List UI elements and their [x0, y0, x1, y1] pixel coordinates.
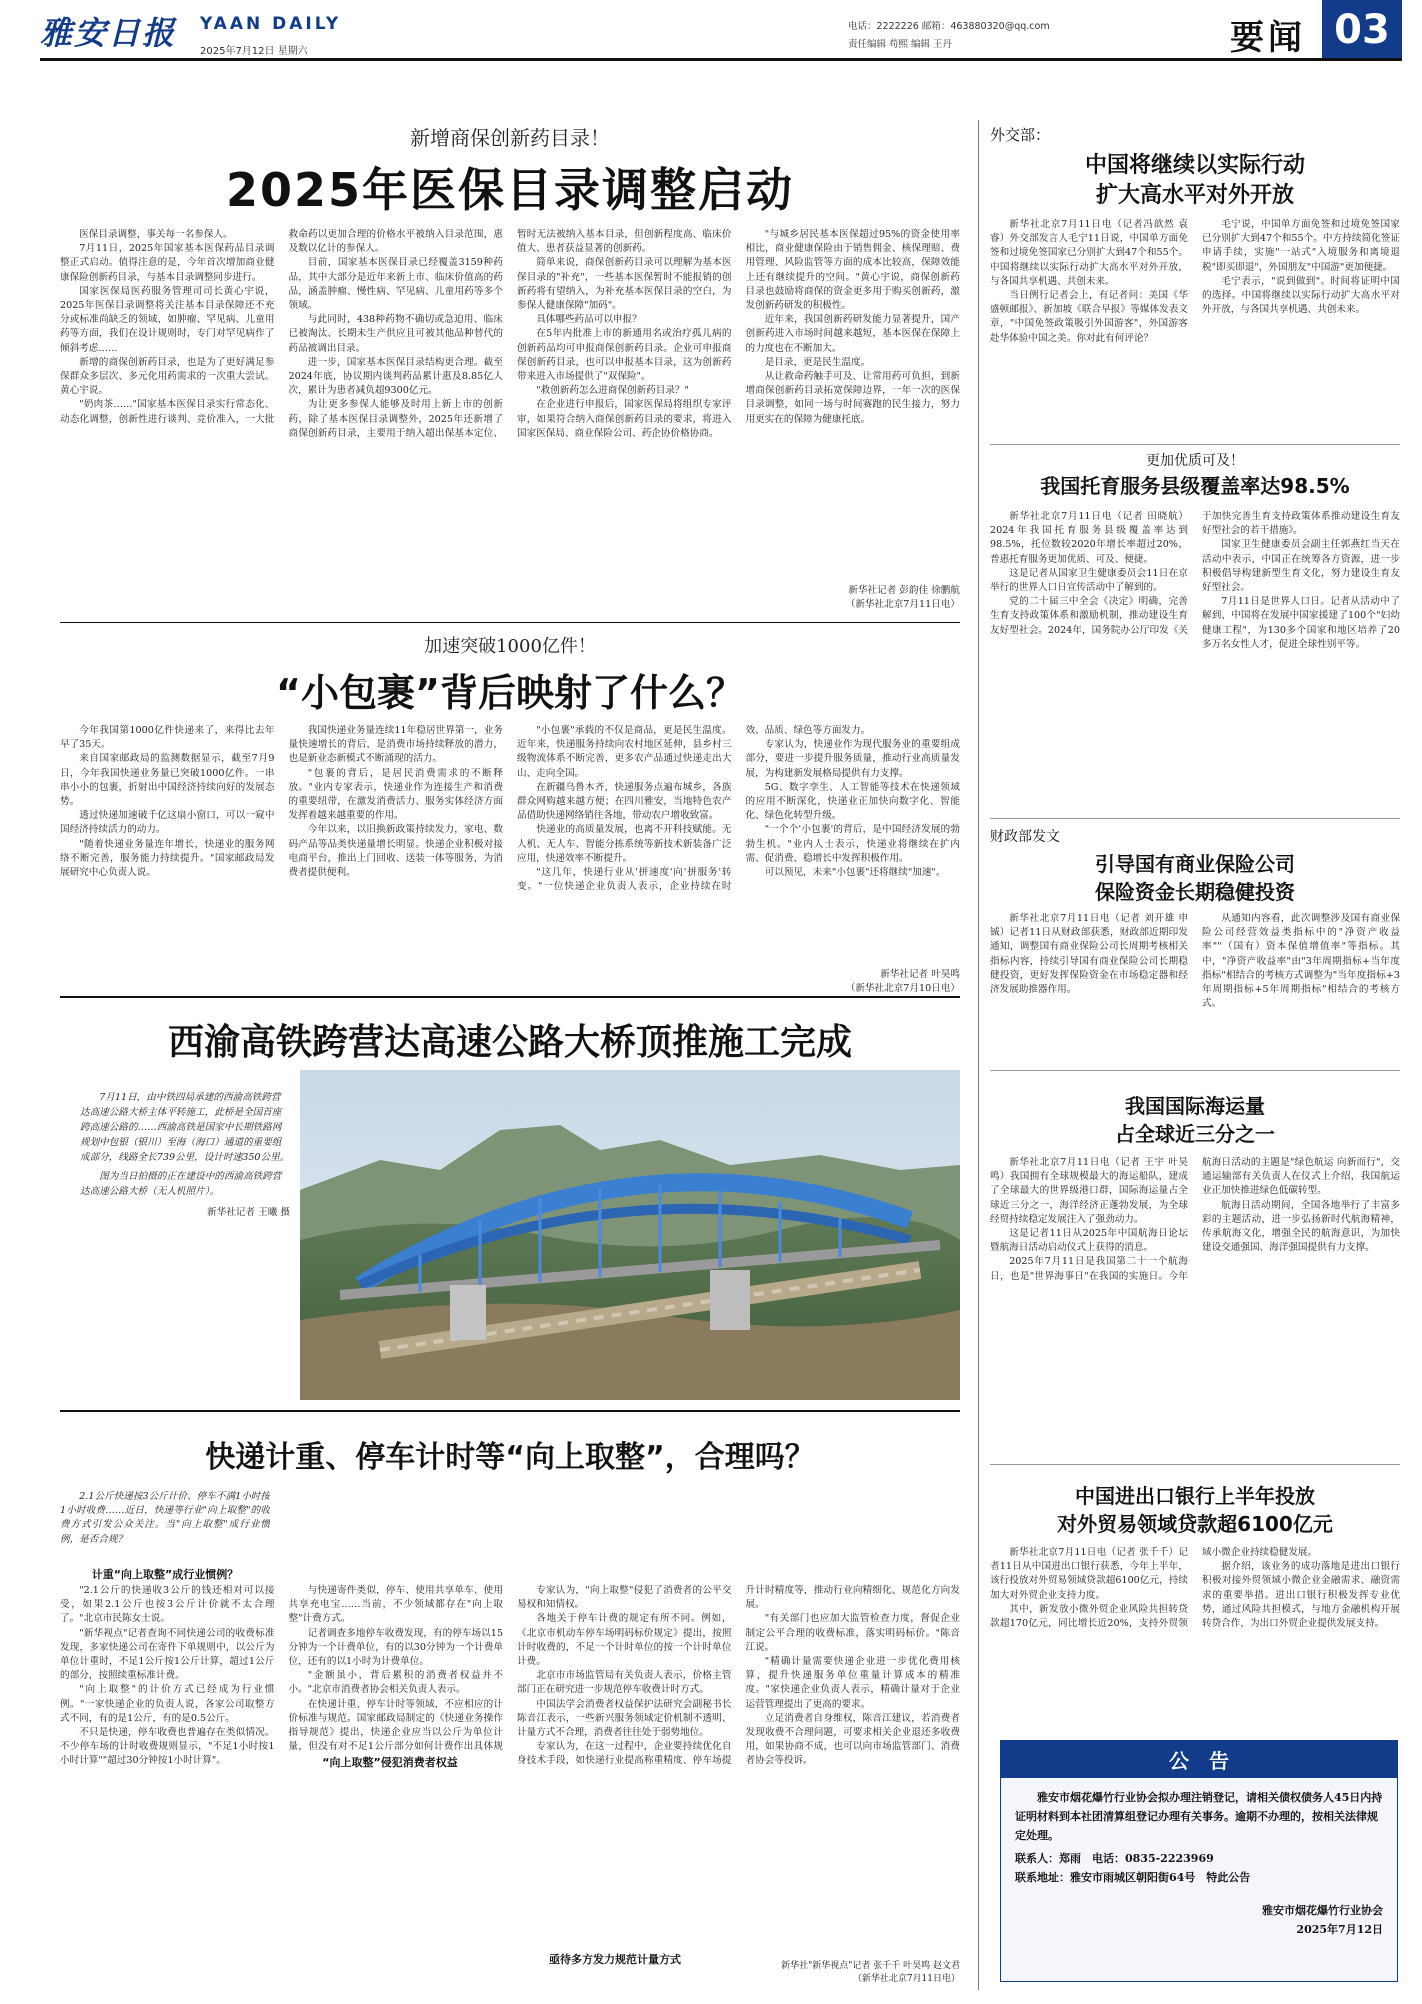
a3-paragraph: "有关部门也应加大监管检查力度，督促企业制定公平合理的收费标准，落实明码标价。"陈音江说。: [745, 1613, 960, 1653]
a1-signoff: 新华社记者 彭韵佳 徐鹏航 （新华社北京7月11日电）: [845, 585, 960, 610]
a3-sub3: 亟待多方发力规范计量方式: [510, 1951, 720, 1967]
divider: [990, 1070, 1400, 1071]
r4-title2: 占全球近三分之一: [1115, 1122, 1275, 1146]
a1-paragraph: 在5年内批准上市的新通用名或治疗孤儿病的创新药品均可申报商保创新药目录。企业可申报商保创新药目录，也可以申报基本目录，这为创新药带来进入市场提供了"双保险"。: [517, 328, 732, 383]
photo-bottom-rule: [60, 1410, 960, 1412]
r4-paragraph: 这是记者11日从2025年中国航海日论坛暨航海日活动启动仪式上获得的消息。: [990, 1228, 1188, 1254]
a2-paragraph: 我国快递业务量连续11年稳居世界第一，业务量快速增长的背后，是消费市场持续释放的潜力，也是新业态新模式不断涌现的活力。: [288, 725, 503, 765]
r5-paragraph: 据介绍，该业务的成功落地是进出口银行积极对接外贸领域小微企业金融需求、融资需求的重要举措。进出口银行积极发挥专业优势，通过风险共担模式，与地方金融机构开展转贷合作，为出口外贸企业提供发展支持。: [1202, 1561, 1400, 1630]
a3-paragraph: 与快递寄件类似，停车、使用共享单车、使用共享充电宝……当前，不少领域都存在"向上取整"计费方式。: [288, 1585, 503, 1625]
r2-kicker: 更加优质可及！: [1146, 453, 1244, 469]
column-separator: [978, 120, 979, 1990]
r3-title1: 引导国有商业保险公司: [1095, 852, 1295, 876]
divider: [990, 444, 1400, 445]
r3-paragraph: 从通知内容看，此次调整涉及国有商业保险公司经营效益类指标中的"净资产收益率""（国有）资本保值增值率"等指标。其中，"净资产收益率"由"3年周期指标+当年度指标"相结合的考核方式调整为"当年度指标+3年周期指标+5年周期指标"相结合的考核方式。: [1202, 913, 1400, 1010]
photo-title: 西渝高铁跨营达高速公路大桥顶推施工完成: [167, 1022, 852, 1063]
r2-paragraph: 新华社北京7月11日电（记者 田晓航）2024年我国托育服务县级覆盖率达到98.5%，托位数较2020年增长率超过20%，普惠托育服务更加优质、可及、便捷。: [990, 511, 1188, 565]
r1-paragraph: 毛宁说，中国单方面免签和过境免签国家已分别扩大到47个和55个。中方持续简化签证申请手续，实施"一站式"入境服务和离境退税"即买即退"，外国朋友"中国游"更加便捷。: [1202, 219, 1400, 273]
a3-paragraph: 北京市市场监管局有关负责人表示，价格主管部门正在研究进一步规范停车收费计时方式。: [517, 1670, 732, 1696]
a2-paragraph: 在新疆乌鲁木齐，快递服务点遍布城乡，各族群众网购越来越方便；在四川雅安，当地特色农产品借助快递网络销往各地，带动农户增收致富。: [517, 781, 732, 822]
a1-kicker: 新增商保创新药目录！: [410, 126, 610, 150]
notice-contact1: 联系人：郑雨 电话：0835-2223969: [1015, 1852, 1214, 1865]
r4-title1: 我国国际海运量: [1125, 1094, 1265, 1118]
photo-credit: 新华社记者 王曦 摄: [207, 1207, 290, 1218]
a3-paragraph: "向上取整"的计价方式已经成为行业惯例。"一家快递企业的负责人说，各家公司取整方式不同，有的是1公斤，有的是0.5公斤。: [60, 1684, 275, 1724]
a1-body: [60, 228, 960, 588]
a1-paragraph: 新增的商保创新药目录，也是为了更好满足参保群众多层次、多元化用药需求的一次重大尝试。黄心宇说。: [60, 356, 275, 397]
a3-intro-text: 2.1公斤快递按3公斤计价、停车不满1小时按1小时收费……近日，快递等行业"向上取整"的收费方式引发公众关注。当"向上取整"成行业惯例，是否合规？: [60, 1491, 270, 1545]
a1-paragraph: 近年来，我国创新药研发能力显著提升，国产创新药进入市场时间越来越短，基本医保在保障上的力度也在不断加大。: [745, 314, 960, 354]
r1-label: 外交部：: [990, 126, 1051, 144]
a3-paragraph: 不只是快递，停车收费也普遍存在类似情况。不少停车场的计时收费规则显示，"不足1小时按1小时计算""超过30分钟按1小时计算"。: [60, 1727, 275, 1767]
a1-paragraph: "救创新药怎么进商保创新药目录？": [536, 385, 689, 397]
divider: [60, 622, 960, 623]
r2-paragraph: 这是记者从国家卫生健康委员会11日在京举行的世界人口日宣传活动中了解到的。: [990, 567, 1188, 594]
r1-title1: 中国将继续以实际行动: [1084, 153, 1305, 178]
a2-paragraph: "包裹的背后，是居民消费需求的不断释放。"业内专家表示，快递业作为连接生产和消费的重要纽带，在激发消费活力、服务实体经济方面发挥着越来越重要的作用。: [288, 767, 503, 822]
a1-paragraph: 具体哪些药品可以申报？: [536, 314, 642, 326]
r5-title2: 对外贸易领域贷款超6100亿元: [1057, 1512, 1333, 1536]
a1-paragraph: 医保目录调整，事关每一名参保人。: [79, 229, 233, 240]
a2-paragraph: "随着快递业务量连年增长，快递业的服务网络不断完善，服务能力持续提升。"国家邮政局发展研究中心负责人说。: [60, 838, 275, 879]
a1-paragraph: 在企业进行申报后，国家医保局将组织专家评审，如果符合纳入商保创新药目录的要求，将进入国家医保局、商业保险公司、药企协价格协商。: [517, 399, 732, 439]
a1-paragraph: 进一步，国家基本医保目录结构更合理。截至2024年底，协议期内谈判药品累计惠及8.85亿人次，累计为患者减负超9300亿元。: [288, 356, 503, 397]
bridge-photo: [300, 1070, 960, 1400]
r4-paragraph: 新华社北京7月11日电（记者 王宇 叶昊鸣）我国拥有全球规模最大的海运船队，建成了全球最大的世界级港口群，国际海运量占全球近三分之一，海洋经济正蓬勃发展，为全球经贸持续稳定发展注入了强劲动力。: [990, 1157, 1188, 1225]
r3-paragraph: 新华社北京7月11日电（记者 刘开雄 申铖）记者11日从财政部获悉，财政部近期印发通知，调整国有商业保险公司长周期考核相关指标内容，持续引导国有商业保险公司长期稳健投资，更好发挥保险资金在市场稳定器和经济发展助推器作用。: [990, 913, 1188, 996]
a3-paragraph: "2.1公斤的快递收3公斤的钱还相对可以接受，如果2.1公斤也按3公斤计价就不太合理了。"北京市民陈女士说。: [60, 1585, 275, 1625]
a2-paragraph: "一个个'小包裹'的背后，是中国经济发展的勃勃生机。"业内人士表示，快递业将继续在扩内需、促消费、稳增长中发挥积极作用。: [745, 824, 960, 864]
a3-paragraph: 记者调查多地停车收费发现，有的停车场以15分钟为一个计费单位，有的以30分钟为一个计费单位，还有的以1小时为计费单位。: [288, 1627, 503, 1668]
a1-paragraph: 与此同时，438种药物不确切或急迫用、临床已被淘汰、长期未生产供应且可被其他品种替代的药品被调出目录。: [288, 314, 503, 354]
r2-body: [990, 510, 1400, 810]
r5-paragraph: 新华社北京7月11日电（记者 张千千）记者11日从中国进出口银行获悉，今年上半年，该行投放对外贸易领域贷款超6100亿元，持续加大对外贸企业支持力度。: [990, 1547, 1188, 1601]
notice-title: 公 告: [1001, 1741, 1397, 1778]
a3-paragraph: 中国法学会消费者权益保护法研究会副秘书长陈音江表示，一些新兴服务领域定价机制不透明、计量方式不合理，消费者往往处于弱势地位。: [517, 1698, 732, 1739]
r2-title: 我国托育服务县级覆盖率达98.5%: [1040, 474, 1350, 498]
a2-paragraph: 今年我国第1000亿件快递来了，来得比去年早了35天。: [60, 725, 275, 751]
notice-box: [1000, 1740, 1398, 1982]
r4-paragraph: 航海日活动期间，全国各地举行了丰富多彩的主题活动，进一步弘扬新时代航海精神，传承航海文化，增强全民的航海意识，为加快建设交通强国、海洋强国提供有力支撑。: [1202, 1199, 1400, 1254]
notice-org: 雅安市烟花爆竹行业协会: [1262, 1904, 1383, 1917]
notice-contact2: 联系地址：雅安市雨城区朝阳街64号 特此公告: [1015, 1871, 1251, 1884]
r1-paragraph: 毛宁表示，"说到做到"。时间将证明中国的选择。中国将继续以实际行动扩大高水平对外开放，与各国共享机遇、共创未来。: [1202, 275, 1400, 316]
a1-paragraph: "与城乡居民基本医保超过95%的资金使用率相比，商业健康保险由于销售佣金、核保理赔、费用管理、风险监管等方面的成本比较高，保障效能上还有继续提升的空间。"黄心宇说，商保创新药目录也鼓励将商保的资金更多用于购买创新药，激发创新药研发的积极性。: [745, 229, 960, 312]
a2-kicker: 加速突破1000亿件！: [424, 636, 596, 657]
a1-title: 2025年医保目录调整启动: [225, 163, 795, 217]
photo-top-rule: [60, 996, 960, 998]
a3-sub2: “向上取整”侵犯消费者权益: [285, 1754, 495, 1770]
a2-paragraph: 今年以来，以旧换新政策持续发力，家电、数码产品等品类快递量增长明显。快递企业积极对接电商平台，推出上门回收、送装一体等服务，为消费者提供便利。: [288, 824, 503, 879]
a2-paragraph: 快递业的高质量发展，也离不开科技赋能。无人机、无人车、智能分拣系统等新技术新装备广泛应用，快递效率不断提升。: [517, 824, 732, 864]
a2-paragraph: 来自国家邮政局的监测数据显示，截至7月9日，今年我国快递业务量已突破1000亿件。一串串小小的包裹，折射出中国经济持续向好的发展态势。: [60, 753, 275, 808]
section-name: 要闻: [1230, 18, 1306, 58]
a1-paragraph: 目前，国家基本医保目录已经覆盖3159种药品，其中大部分是近年来新上市、临床价值高的药品，涵盖肿瘤、慢性病、罕见病、儿童用药等多个领域。: [288, 257, 503, 312]
a1-paragraph: 国家医保局医药服务管理司司长黄心宇说，2025年医保目录调整将关注基本目录保障还不充分或标准尚缺乏的领域，如肿瘤、罕见病、儿童用药等方面，我们在设计规则时，专门对罕见病作了倾斜考虑……: [60, 285, 275, 354]
a2-body: [60, 724, 960, 992]
a1-paragraph: 简单来说，商保创新药目录可以理解为基本医保目录的"补充"，一些基本医保暂时不能报销的创新药将有望纳入，为补充基本医保目录的空白，为参保人健康保障"加码"。: [517, 257, 732, 312]
r5-body: [990, 1546, 1400, 1726]
a2-paragraph: 透过快递加速破千亿这扇小窗口，可以一窥中国经济持续活力的动力。: [60, 810, 275, 836]
r4-paragraph: 2025年7月11日是我国第二十一个航海日，也是"世界海事日"在我国的实施日。今年航海日活动的主题是"绿色航运 向新而行"，交通运输部有关负责人在仪式上介绍，我国航运业正加快推进绿色低碳转型。: [990, 1157, 1400, 1282]
contact-line: 电话：2222226 邮箱：463880320@qq.com: [848, 21, 1050, 32]
divider: [990, 1464, 1400, 1465]
a2-title: “小包裹”背后映射了什么？: [276, 671, 744, 715]
photo-caption-text2: 图为当日拍摄的正在建设中的西渝高铁跨营达高速公路大桥（无人机照片）。: [80, 1171, 282, 1197]
a1-paragraph: 7月11日，2025年国家基本医保药品目录调整正式启动。值得注意的是，今年首次增加商业健康保险创新药目录，与基本目录调整同步进行。: [60, 243, 275, 283]
r1-paragraph: 当日例行记者会上，有记者问：美国《华盛顿邮报》、新加坡《联合早报》等媒体发表文章，"中国免签政策吸引外国游客"，外国游客赴华体验中国之美。你对此有何评论？: [990, 290, 1188, 344]
r1-body: [990, 218, 1400, 438]
r3-label: 财政部发文: [990, 829, 1060, 845]
a2-paragraph: 专家认为，快递业作为现代服务业的重要组成部分，要进一步提升服务质量，推动行业高质量发展，为构建新发展格局提供有力支撑。: [745, 739, 960, 779]
a3-signoff: 新华社"新华视点"记者 张千千 叶昊鸣 赵文君 （新华社北京7月11日电）: [781, 1961, 960, 1984]
notice-body: 雅安市烟花爆竹行业协会拟办理注销登记，请相关债权债务人45日内持证明材料到本社团清算组登记办理有关事务。逾期不办理的，按相关法律规定处理。: [1015, 1791, 1383, 1842]
r1-paragraph: 新华社北京7月11日电（记者冯歆然 袁睿）外交部发言人毛宁11日说，中国单方面免签和过境免签国家已分别扩大到47个和55个。中国将继续以实际行动扩大高水平对外开放，与各国共享机遇、共创未来。: [990, 219, 1188, 287]
a1-paragraph: "奶肉茶……"国家基本医保目录实行常态化、动态化调整，创新性进行谈判、竞价准入，一大批救命药以更加合理的价格水平被纳入目录范围，惠及数以亿计的参保人。: [60, 229, 503, 425]
a3-title: 快递计重、停车计时等“向上取整”，合理吗？: [205, 1440, 815, 1475]
a1-paragraph: 为让更多参保人能够及时用上新上市的创新药，除了基本医保目录调整外，2025年还新增了商保创新药目录，主要用于纳入超出保基本定位、暂时无法被纳入基本目录，但创新程度高、临床价值大、患者获益显著的创新药。: [288, 229, 732, 439]
r3-title2: 保险资金长期稳健投资: [1095, 880, 1295, 904]
a3-paragraph: 各地关于停车计费的规定有所不同。例如，《北京市机动车停车场明码标价规定》提出，按照计时收费的，不足一个计时单位的按一个计时单位计费。: [517, 1613, 732, 1668]
r2-paragraph: 党的二十届三中全会《决定》明确，完善生育支持政策体系和激励机制，推动建设生育友好型社会。2024年，国务院办公厅印发《关于加快完善生育支持政策体系推动建设生育友好型社会的若干措施》。: [990, 511, 1400, 636]
masthead-logo: 雅安日报: [40, 14, 177, 52]
editors-line: 责任编辑 苟熙 编辑 王丹: [848, 39, 953, 50]
a3-paragraph: "精确计量需要快递企业进一步优化费用核算，提升快递服务单位重量计算成本的精准度。"家快递企业负责人表示，精确计量对于企业运营管理提出了更高的要求。: [745, 1656, 960, 1710]
r1-title2: 扩大高水平对外开放: [1095, 183, 1294, 208]
r4-body: [990, 1156, 1400, 1456]
page-number: 03: [1322, 0, 1402, 60]
r3-body: [990, 912, 1400, 1062]
a3-body: [60, 1584, 960, 1966]
header-rule: [40, 58, 1402, 61]
date-line: 2025年7月12日 星期六: [200, 46, 308, 57]
divider: [990, 818, 1400, 819]
a3-paragraph: "新华视点"记者查询不同快递公司的收费标准发现，多家快递公司在寄件下单规则中，以公斤为单位计重时，不足1公斤按1公斤计算，超过1公斤的部分，按照续重标准计费。: [60, 1627, 275, 1682]
a3-paragraph: "金额虽小，背后累积的消费者权益并不小。"北京市消费者协会相关负责人表示。: [288, 1670, 503, 1696]
a2-paragraph: 5G、数字孪生、人工智能等技术在快递领域的应用不断深化，快递业正加快向数字化、智能化、绿色化转型升级。: [745, 781, 960, 822]
a3-sub1: 计重“向上取整”成行业惯例？: [91, 1568, 239, 1581]
r5-paragraph: 其中，新发放小微外贸企业风险共担转贷款超170亿元，同比增长近20%，支持外贸领域小微企业持续稳健发展。: [990, 1547, 1318, 1630]
photo-caption: [80, 1090, 290, 1220]
a3-paragraph: 专家认为，在这一过程中，企业要持续优化自身技术手段，如快递行业提高称重精度、停车场提升计时精度等，推动行业向精细化、规范化方向发展。: [517, 1585, 960, 1767]
a3-paragraph: 专家认为，"向上取整"侵犯了消费者的公平交易权和知情权。: [517, 1585, 732, 1611]
photo-caption-text: 7月11日，由中铁四局承建的西渝高铁跨营达高速公路大桥主体平转施工，此桥是全国首座跨高速公路的……西渝高铁是国家中长期铁路网规划中包银（银川）至海（海口）通道的重要组成部分，线路全长739公里，设计时速350公里。: [80, 1092, 290, 1163]
a3-paragraph: 立足消费者自身维权，陈音江建议，若消费者发现收费不合理问题，可要求相关企业退还多收费用，如果协商不成，也可以向市场监管部门、消费者协会等投诉。: [745, 1712, 960, 1767]
a3-paragraph: 在快递计重、停车计时等领域，不应相应的计价标准与规范。国家邮政局制定的《快递业务操作指导规范》提出，快递企业应当以公斤为单位计量，但没有对不足1公斤部分如何计费作出具体规: [288, 1698, 503, 1753]
r2-paragraph: 国家卫生健康委员会副主任郭燕红当天在活动中表示，中国正在统筹各方资源，进一步积极倡导构建新型生育文化，努力建设生育友好型社会。: [1202, 539, 1400, 594]
a2-paragraph: "这几年，快递行业从'拼速度'向'拼服务'转变。"一位快递企业负责人表示，企业持续在时效、品质、绿色等方面发力。: [517, 725, 871, 893]
a1-paragraph: 从让救命药触手可及、让常用药可负担，到新增商保创新药目录拓宽保障边界，一年一次的医保目录调整，如同一场与时间赛跑的民生接力，努力用更实在的保障为健康托底。: [745, 371, 960, 425]
a2-signoff: 新华社记者 叶昊鸣 （新华社北京7月10日电）: [845, 969, 960, 994]
a3-intro: [60, 1490, 270, 1547]
a2-paragraph: "小包裹"承载的不仅是商品，更是民生温度。近年来，快递服务持续向农村地区延伸，县乡村三级物流体系不断完善，更多农产品通过快递走出大山、走向全国。: [517, 725, 732, 779]
r2-paragraph: 7月11日是世界人口日。记者从活动中了解到，中国将在发展中国家援建了100个"妇幼健康工程"，为130多个国家和地区培养了20多万名女性人才，促进全球性别平等。: [1202, 596, 1400, 650]
masthead-english: YAAN DAILY: [200, 14, 342, 34]
notice-date: 2025年7月12日: [1296, 1923, 1383, 1936]
r5-title1: 中国进出口银行上半年投放: [1075, 1484, 1315, 1508]
a2-paragraph: 可以预见，未来"小包裹"还将继续"加速"。: [764, 867, 946, 879]
a1-paragraph: 是目录，更是民生温度。: [764, 356, 871, 368]
